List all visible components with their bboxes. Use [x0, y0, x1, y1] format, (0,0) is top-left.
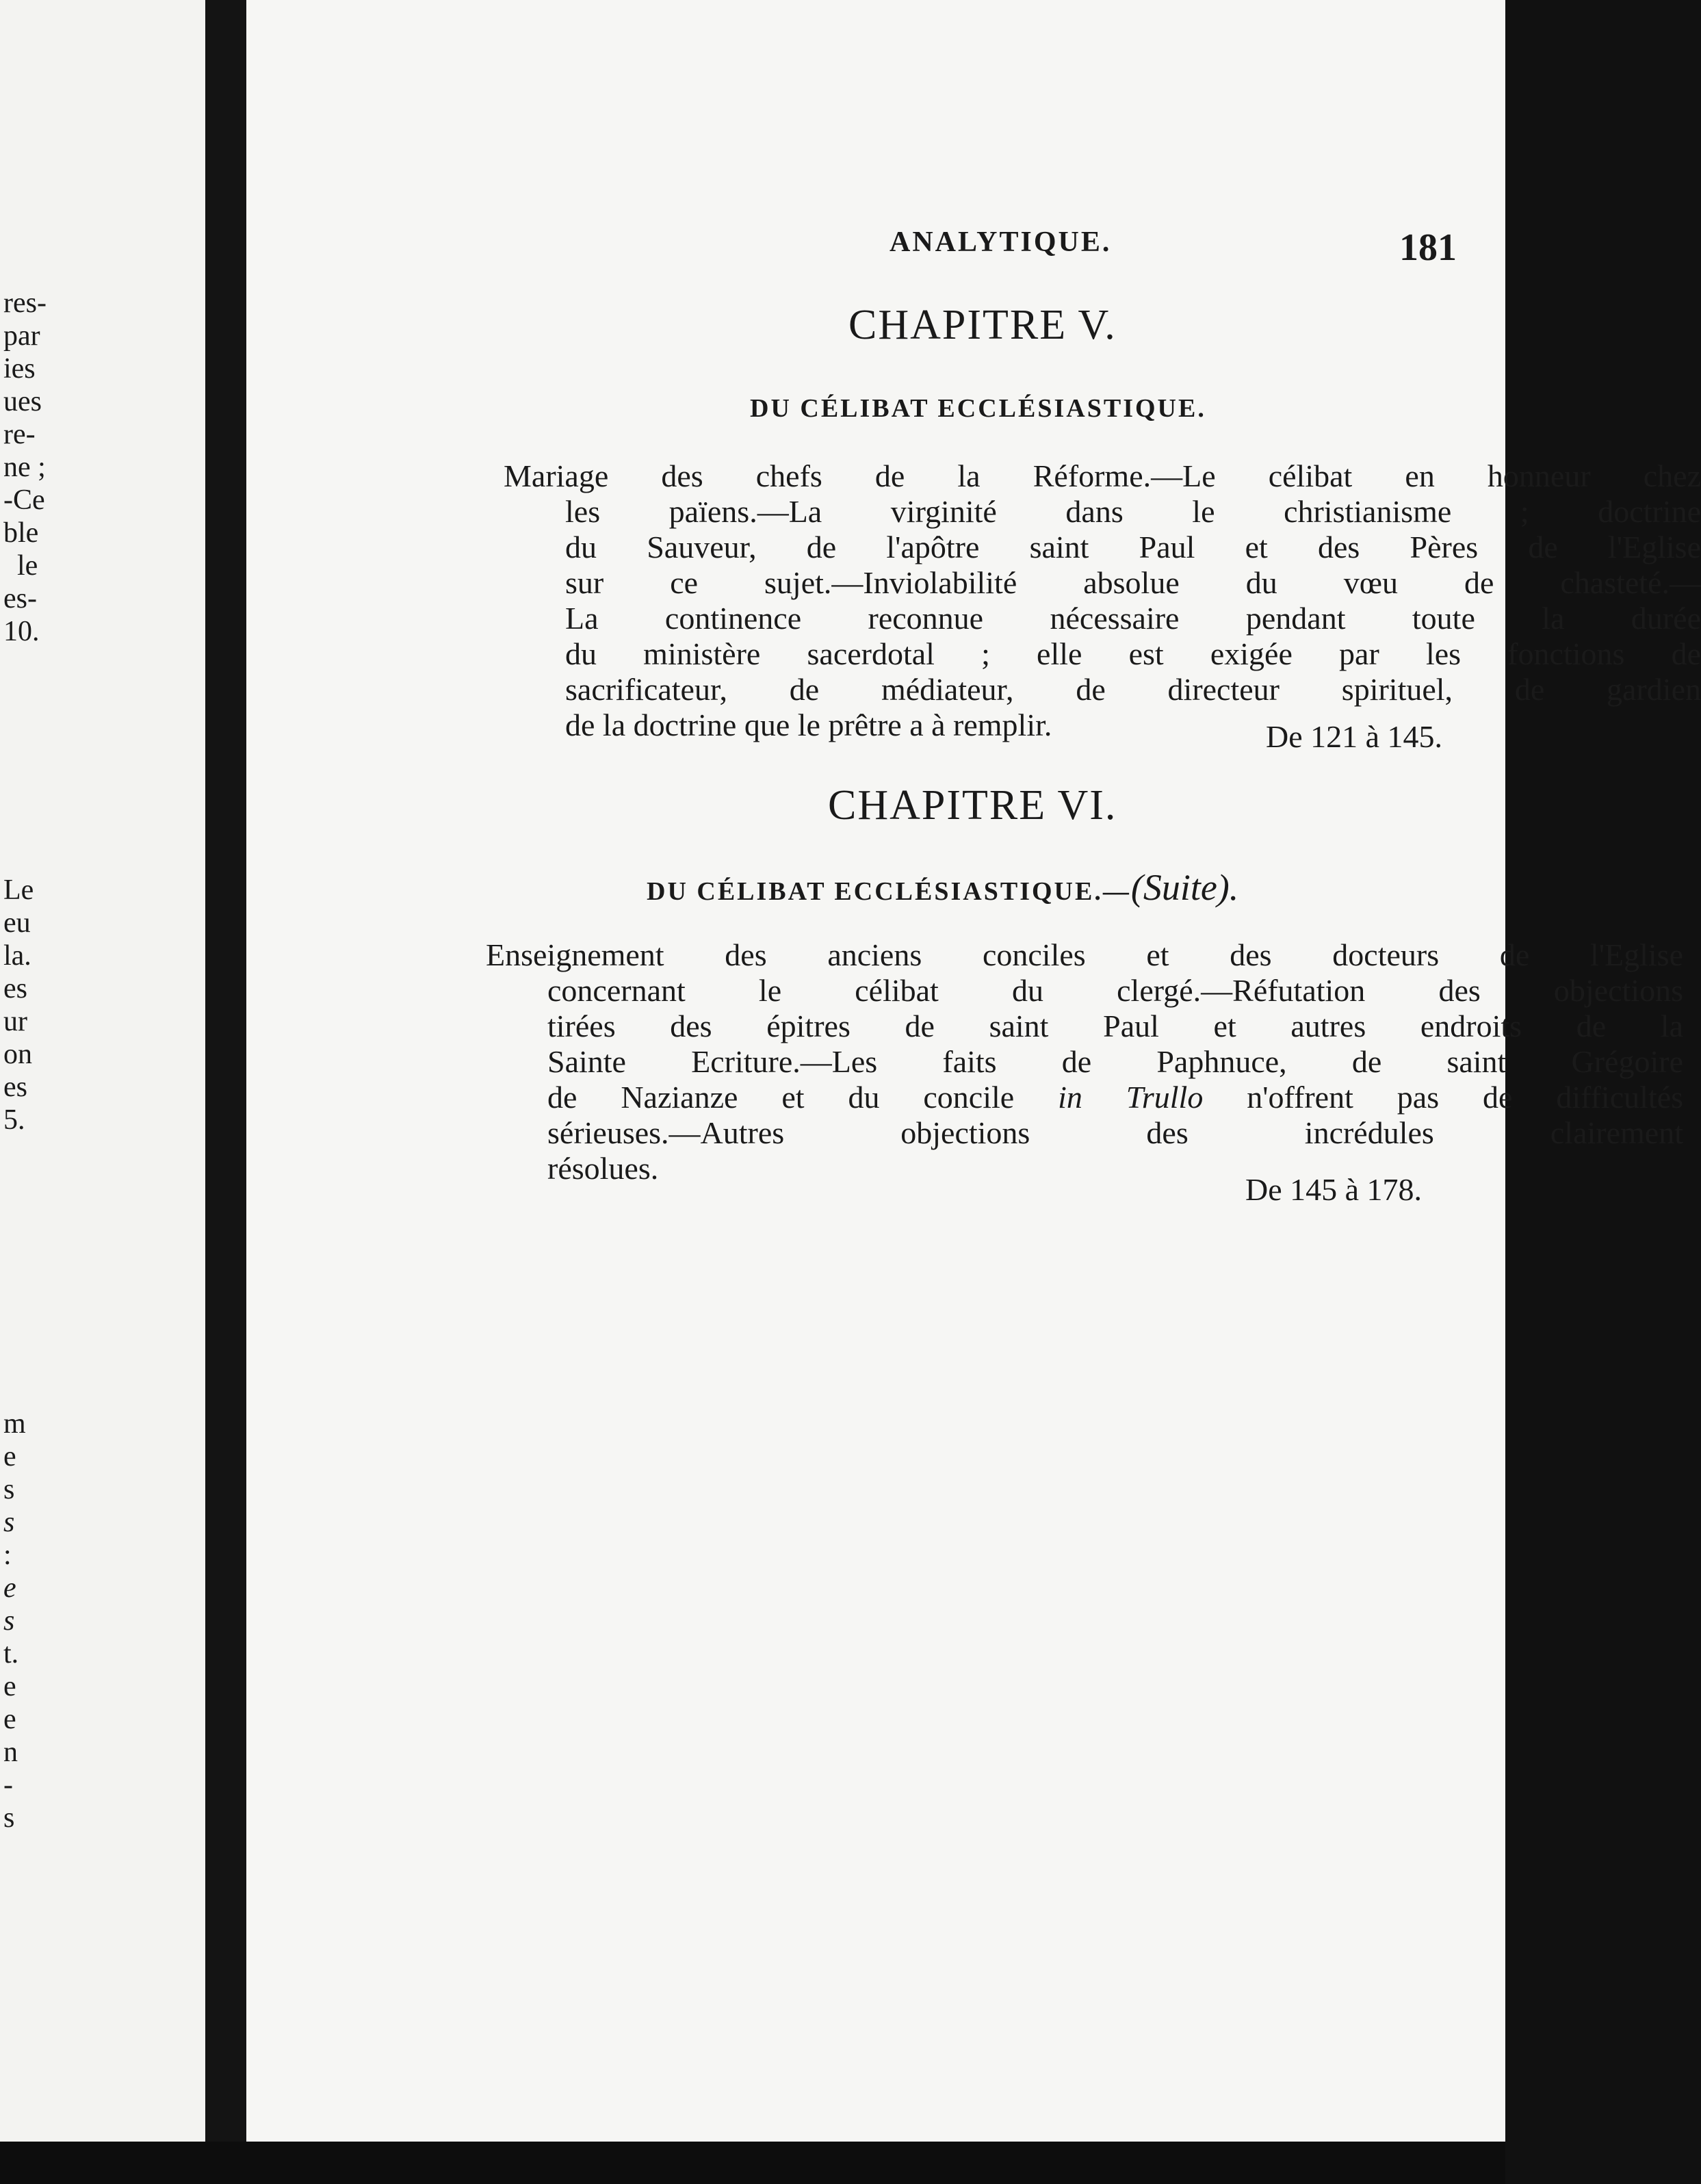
summary-line: Sainte Ecriture.—Les faits de Paphnuce, de saint Grégoire — [547, 1044, 1683, 1079]
summary-italic-text: in Trullo — [1058, 1080, 1204, 1115]
fragment: e — [3, 1704, 16, 1735]
fragment: -Ce — [3, 484, 45, 516]
fragment: 10. — [3, 616, 40, 647]
chapter-vi-title: CHAPITRE VI. — [828, 782, 1117, 829]
summary-line: tirées des épitres de saint Paul et autres endroits de la — [547, 1009, 1683, 1043]
chapter-v-subtitle-text: DU CÉLIBAT ECCLÉSIASTIQUE. — [750, 394, 1206, 423]
fragment: le — [17, 550, 38, 582]
summary-line-mixed — [547, 1080, 1683, 1115]
fragment: Le — [3, 874, 34, 906]
fragment: on — [3, 1039, 32, 1070]
chapter-vi-subtitle — [647, 866, 1238, 909]
chapter-vi-page-range: De 145 à 178. — [1245, 1172, 1423, 1207]
fragment: e — [3, 1572, 16, 1604]
fragment: es — [3, 1071, 27, 1103]
summary-text: de Nazianze et du concile — [547, 1080, 1015, 1115]
fragment: s — [3, 1605, 15, 1637]
fragment: ble — [3, 517, 39, 549]
fragment: 5. — [3, 1104, 25, 1136]
fragment: s — [3, 1507, 15, 1538]
chapter-vi-subtitle-text: DU CÉLIBAT ECCLÉSIASTIQUE.— — [647, 877, 1131, 906]
fragment: e — [3, 1671, 16, 1702]
fragment: es- — [3, 583, 37, 614]
fragment: s — [3, 1802, 15, 1834]
summary-line: sur ce sujet.—Inviolabilité absolue du vœu de chasteté.— — [565, 565, 1701, 600]
fragment: ues — [3, 386, 42, 417]
summary-line: Enseignement des anciens conciles et des docteurs de l'Eglise — [486, 937, 1683, 972]
book-page — [246, 0, 1701, 2142]
fragment: ur — [3, 1006, 27, 1037]
chapter-vi-subtitle-suite: (Suite). — [1130, 867, 1239, 908]
running-title: ANALYTIQUE. — [890, 226, 1112, 258]
chapter-vi-summary — [486, 937, 1684, 1186]
fragment: ies — [3, 353, 36, 385]
fragment: par — [3, 320, 40, 352]
summary-line: La continence reconnue nécessaire pendant toute la durée — [565, 601, 1701, 636]
summary-line: du Sauveur, de l'apôtre saint Paul et des Pères de l'Eglise — [565, 530, 1701, 564]
summary-line: sacrificateur, de médiateur, de directeur spirituel, de gardien — [565, 672, 1701, 707]
chapter-v-subtitle — [750, 393, 1206, 424]
chapter-v-summary — [504, 458, 1701, 743]
fragment: : — [3, 1539, 12, 1571]
fragment: la. — [3, 940, 31, 972]
fragment: res- — [3, 287, 47, 319]
fragment: eu — [3, 907, 31, 939]
summary-text: n'offrent pas de difficultés — [1247, 1080, 1684, 1115]
fragment: e — [3, 1441, 16, 1472]
summary-line: concernant le célibat du clergé.—Réfutation des objections — [547, 973, 1683, 1008]
fragment: - — [3, 1769, 13, 1801]
fragment: n — [3, 1737, 18, 1768]
summary-line: les païens.—La virginité dans le christianisme ; doctrine — [565, 494, 1701, 529]
fragment: ne ; — [3, 452, 46, 483]
chapter-v-page-range: De 121 à 145. — [1266, 719, 1443, 754]
summary-line: sérieuses.—Autres objections des incrédules clairement — [547, 1115, 1683, 1150]
chapter-v-title: CHAPITRE V. — [848, 302, 1117, 348]
fragment: s — [3, 1474, 15, 1505]
page-number: 181 — [1399, 226, 1457, 269]
summary-line: résolues. — [547, 1151, 659, 1186]
fragment: t. — [3, 1638, 19, 1669]
fragment: re- — [3, 419, 36, 450]
fragment: m — [3, 1408, 26, 1440]
summary-line: du ministère sacerdotal ; elle est exigée par les fonctions de — [565, 636, 1701, 671]
summary-line: de la doctrine que le prêtre a à remplir. — [565, 707, 1052, 742]
fragment: es — [3, 973, 27, 1004]
summary-line: Mariage des chefs de la Réforme.—Le célibat en honneur chez — [504, 458, 1701, 493]
scan-bottom-border — [0, 2142, 1505, 2184]
